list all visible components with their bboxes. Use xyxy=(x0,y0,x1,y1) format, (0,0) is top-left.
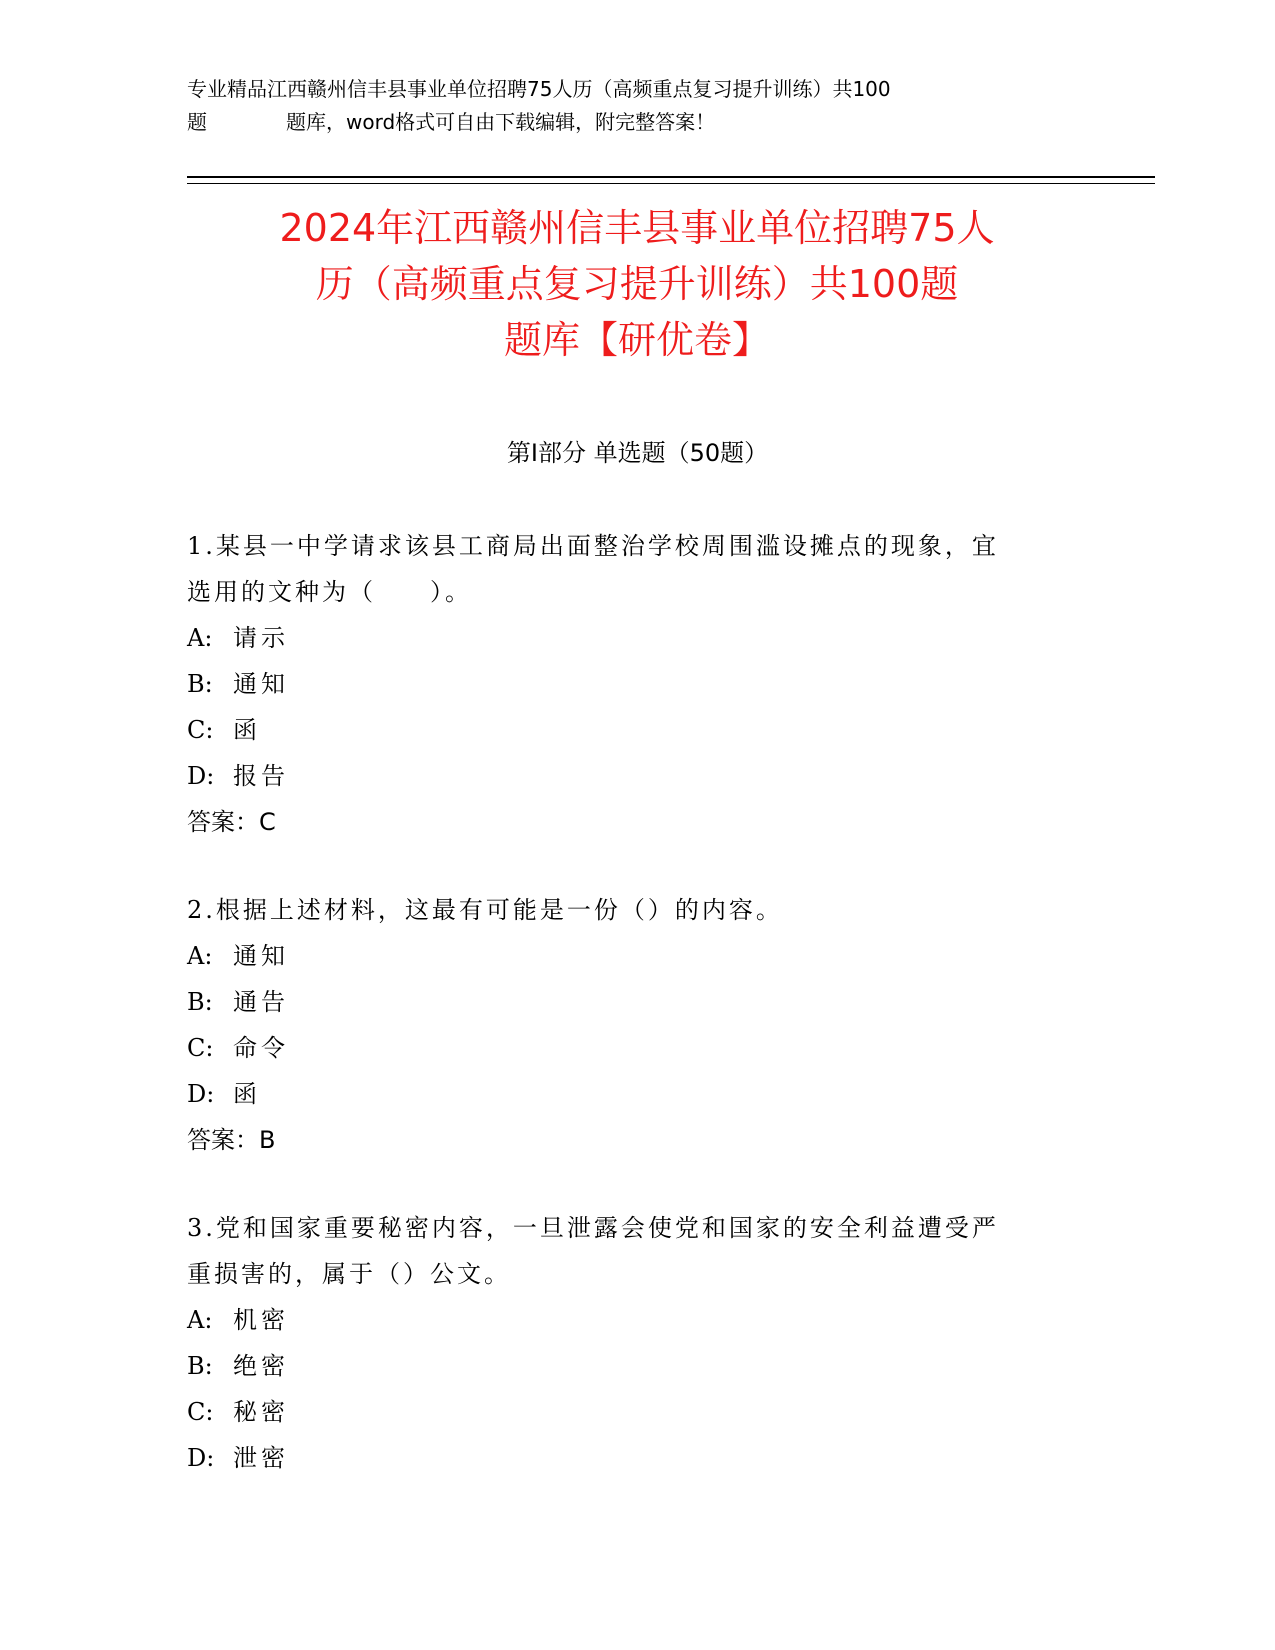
option-d xyxy=(187,1071,1067,1117)
option-a xyxy=(187,1297,1067,1343)
header-line-2 xyxy=(187,106,1077,139)
option-text: 报告 xyxy=(233,762,289,790)
option-key: D: xyxy=(187,1444,215,1472)
option-c xyxy=(187,1025,1067,1071)
title-line-2: 历（高频重点复习提升训练）共100题 xyxy=(315,262,959,306)
question-3 xyxy=(187,1205,1067,1481)
header-line-1: 专业精品江西赣州信丰县事业单位招聘75人历（高频重点复习提升训练）共100 xyxy=(187,77,891,101)
option-text: 通知 xyxy=(233,942,289,970)
header-divider-thin xyxy=(187,183,1155,184)
question-list xyxy=(187,523,1067,1523)
option-key: C: xyxy=(187,716,214,744)
option-text: 函 xyxy=(233,716,261,744)
option-text: 通知 xyxy=(233,670,289,698)
option-key: A: xyxy=(187,1306,213,1334)
option-key: B: xyxy=(187,670,213,698)
answer-line: 答案：C xyxy=(187,808,276,836)
option-text: 命令 xyxy=(233,1034,289,1062)
option-a xyxy=(187,615,1067,661)
question-1 xyxy=(187,523,1067,845)
option-text: 绝密 xyxy=(233,1352,289,1380)
option-key: B: xyxy=(187,988,213,1016)
option-b xyxy=(187,979,1067,1025)
option-d xyxy=(187,753,1067,799)
option-text: 函 xyxy=(233,1080,261,1108)
option-d xyxy=(187,1435,1067,1481)
question-stem-line: 1.某县一中学请求该县工商局出面整治学校周围滥设摊点的现象，宜 xyxy=(187,532,999,560)
option-key: D: xyxy=(187,1080,215,1108)
title-line-1: 2024年江西赣州信丰县事业单位招聘75人 xyxy=(279,206,995,250)
option-key: A: xyxy=(187,942,213,970)
option-text: 通告 xyxy=(233,988,289,1016)
option-key: C: xyxy=(187,1034,214,1062)
option-a xyxy=(187,933,1067,979)
document-title xyxy=(187,200,1087,368)
option-text: 请示 xyxy=(233,624,289,652)
option-c xyxy=(187,707,1067,753)
option-b xyxy=(187,1343,1067,1389)
question-stem-line: 2.根据上述材料，这最有可能是一份（）的内容。 xyxy=(187,896,783,924)
question-2 xyxy=(187,887,1067,1163)
header-line-2-start: 题 xyxy=(187,110,207,134)
option-c xyxy=(187,1389,1067,1435)
answer-line: 答案：B xyxy=(187,1126,276,1154)
question-stem-line: 重损害的，属于（）公文。 xyxy=(187,1260,511,1288)
header-divider-thick xyxy=(187,176,1155,178)
title-line-3: 题库【研优卷】 xyxy=(503,318,770,362)
document-header xyxy=(187,73,1077,139)
option-key: C: xyxy=(187,1398,214,1426)
option-key: D: xyxy=(187,762,215,790)
option-b xyxy=(187,661,1067,707)
question-stem-line: 3.党和国家重要秘密内容，一旦泄露会使党和国家的安全利益遭受严 xyxy=(187,1214,999,1242)
option-text: 秘密 xyxy=(233,1398,289,1426)
option-key: B: xyxy=(187,1352,213,1380)
header-line-2-end: 题库，word格式可自由下载编辑，附完整答案！ xyxy=(286,110,716,134)
option-text: 泄密 xyxy=(233,1444,289,1472)
option-text: 机密 xyxy=(233,1306,289,1334)
question-stem-line: 选用的文种为（ ）。 xyxy=(187,578,472,606)
option-key: A: xyxy=(187,624,213,652)
section-heading: 第Ⅰ部分 单选题（50题） xyxy=(506,439,769,467)
